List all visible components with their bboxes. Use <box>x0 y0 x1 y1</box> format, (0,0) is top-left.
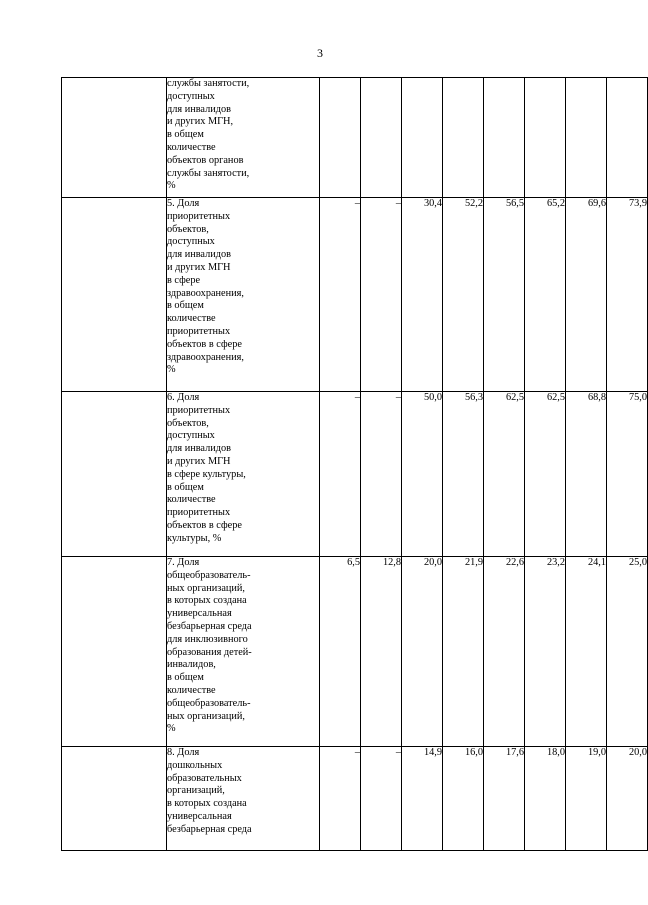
indicator-description: 7. Доля общеобразователь- ных организаций, в которых создана универсальная безбарьерная среда для инклюзивного образования детей- инвалидов, в общем количестве общеобразователь- ных организаций, % <box>167 557 320 747</box>
value-cell <box>320 78 361 198</box>
value-cell: 17,6 <box>484 747 525 851</box>
value-cell: 6,5 <box>320 557 361 747</box>
value-cell: 68,8 <box>566 392 607 557</box>
value-cell: 62,5 <box>484 392 525 557</box>
table-row <box>62 78 648 198</box>
page-number: 3 <box>317 46 323 60</box>
empty-cell <box>62 747 167 851</box>
value-cell: 75,0 <box>607 392 648 557</box>
value-cell: 56,5 <box>484 198 525 392</box>
value-cell: – <box>320 392 361 557</box>
value-cell: 22,6 <box>484 557 525 747</box>
value-cell <box>525 78 566 198</box>
value-cell: 19,0 <box>566 747 607 851</box>
value-cell: 12,8 <box>361 557 402 747</box>
value-cell: 20,0 <box>402 557 443 747</box>
value-cell: 52,2 <box>443 198 484 392</box>
empty-cell <box>62 392 167 557</box>
value-cell: 24,1 <box>566 557 607 747</box>
value-cell: 56,3 <box>443 392 484 557</box>
value-cell: 25,0 <box>607 557 648 747</box>
value-cell: – <box>361 392 402 557</box>
table-row <box>62 198 648 392</box>
value-cell <box>361 78 402 198</box>
value-cell: 21,9 <box>443 557 484 747</box>
indicators-table <box>61 77 648 851</box>
value-cell <box>484 78 525 198</box>
value-cell <box>443 78 484 198</box>
empty-cell <box>62 198 167 392</box>
value-cell: – <box>320 747 361 851</box>
value-cell: 14,9 <box>402 747 443 851</box>
value-cell: 73,9 <box>607 198 648 392</box>
indicator-description: службы занятости, доступных для инвалидов и других МГН, в общем количестве объектов органов службы занятости, % <box>167 78 320 198</box>
value-cell: 30,4 <box>402 198 443 392</box>
indicator-description: 5. Доля приоритетных объектов, доступных для инвалидов и других МГН в сфере здравоохранения, в общем количестве приоритетных объектов в сфере здравоохранения, % <box>167 198 320 392</box>
table-row <box>62 747 648 851</box>
table-row <box>62 557 648 747</box>
indicator-description: 8. Доля дошкольных образовательных организаций, в которых создана универсальная безбарьерная среда <box>167 747 320 851</box>
value-cell: 62,5 <box>525 392 566 557</box>
value-cell: 50,0 <box>402 392 443 557</box>
value-cell: 20,0 <box>607 747 648 851</box>
value-cell <box>566 78 607 198</box>
indicator-description: 6. Доля приоритетных объектов, доступных для инвалидов и других МГН в сфере культуры, в общем количестве приоритетных объектов в сфере культуры, % <box>167 392 320 557</box>
value-cell: 23,2 <box>525 557 566 747</box>
value-cell: – <box>361 198 402 392</box>
table-row <box>62 392 648 557</box>
value-cell: – <box>361 747 402 851</box>
value-cell: 65,2 <box>525 198 566 392</box>
empty-cell <box>62 78 167 198</box>
value-cell <box>402 78 443 198</box>
value-cell <box>607 78 648 198</box>
empty-cell <box>62 557 167 747</box>
value-cell: 69,6 <box>566 198 607 392</box>
value-cell: 18,0 <box>525 747 566 851</box>
value-cell: – <box>320 198 361 392</box>
value-cell: 16,0 <box>443 747 484 851</box>
